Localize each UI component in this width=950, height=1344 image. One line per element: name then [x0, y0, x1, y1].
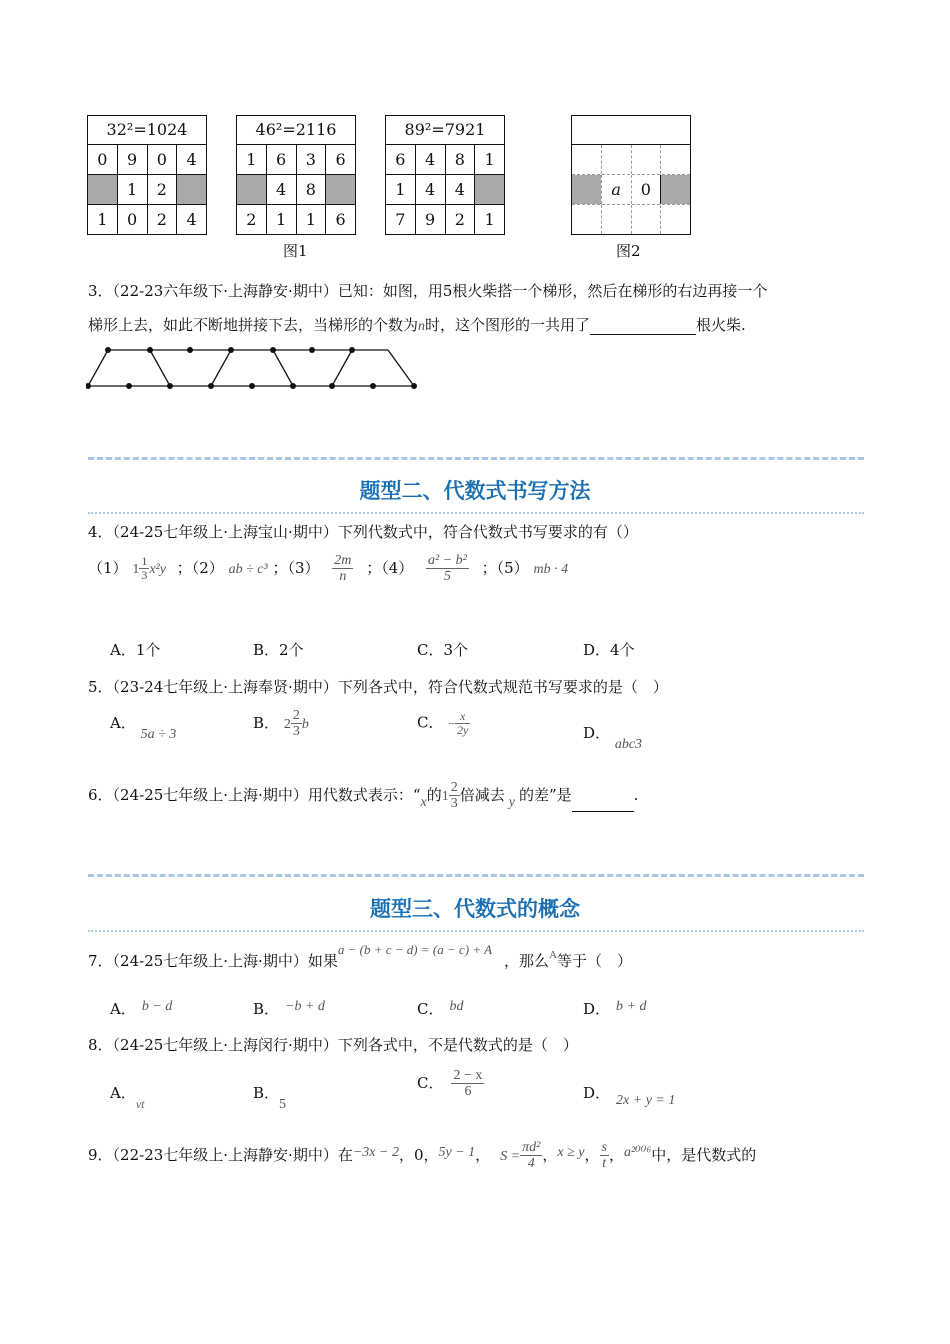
question-text: 下列各式中，不是代数式的是（ ） — [337, 1036, 578, 1054]
grid-cell: 6 — [266, 145, 296, 174]
expression: −3x − 2 — [352, 1144, 399, 1160]
question-text: 用代数式表示：“ — [307, 785, 421, 804]
grid-cell-shaded — [474, 175, 504, 204]
option-label: A． — [110, 714, 136, 732]
option-label: B． — [253, 1084, 280, 1102]
option-a[interactable]: A．1个 — [110, 641, 161, 659]
mixed-whole: 1 — [132, 561, 140, 577]
question-text: 时，这个图形的一共用了 — [425, 316, 591, 334]
expression: bd — [449, 999, 464, 1014]
grid-cell: 1 — [246, 150, 257, 169]
section-divider-top — [88, 874, 864, 877]
option-b[interactable] — [253, 708, 309, 740]
item-label: ；（3） — [272, 558, 320, 577]
fraction-numerator: 2 − x — [453, 1068, 483, 1083]
item-label: （1） — [88, 558, 128, 577]
figure-caption-1: 图1 — [283, 242, 308, 260]
option-c[interactable] — [417, 1068, 484, 1100]
question-5 — [88, 676, 668, 697]
fraction-denominator: t — [602, 1156, 607, 1172]
question-source: （24-25七年级上·上海·期中） — [112, 952, 308, 970]
grid-header — [572, 116, 690, 145]
grid-cell: 7 — [395, 210, 406, 229]
fraction — [451, 1068, 484, 1100]
grid-cell: 8 — [445, 145, 475, 174]
expression: vt — [135, 1097, 145, 1111]
fraction-denominator: 6 — [464, 1084, 472, 1100]
square-grid-figure-2 — [571, 115, 691, 235]
fraction-numerator: s — [601, 1140, 607, 1155]
expression: abc3 — [614, 737, 643, 752]
separator: ，0， — [398, 1145, 439, 1164]
grid-cell: 4 — [445, 175, 475, 204]
question-text: 下列代数式中，符合代数式书写要求的有（） — [337, 523, 638, 541]
grid-cell: 6 — [325, 205, 355, 234]
grid-cell — [601, 205, 631, 234]
expression: a²⁰⁰⁶ — [623, 1144, 652, 1160]
question-text: 的差”是 — [518, 785, 572, 804]
item-label: ；（4） — [366, 558, 414, 577]
option-b[interactable] — [253, 1082, 287, 1112]
trapezoid-matchstick-figure — [86, 344, 420, 392]
option-label: C． — [417, 1073, 444, 1092]
grid-header: 89²=7921 — [386, 116, 504, 145]
question-text: 下列各式中，符合代数式规范书写要求的是（ ） — [337, 678, 668, 696]
section-divider-bottom — [88, 512, 864, 514]
separator: ， — [608, 1145, 624, 1164]
fraction-numerator: πd² — [522, 1140, 541, 1155]
grid-cell-shaded — [325, 175, 355, 204]
question-number: 6． — [88, 785, 113, 804]
grid-cell-shaded — [660, 175, 690, 204]
grid-cell: 2 — [147, 175, 177, 204]
question-8 — [88, 1034, 578, 1055]
question-number: 8． — [88, 1036, 113, 1054]
minus-sign: − — [448, 716, 456, 731]
grid-cell — [631, 145, 661, 174]
square-grid-figure-1c — [385, 115, 505, 235]
fraction-numerator: 1 — [141, 554, 148, 569]
option-d[interactable] — [583, 998, 646, 1019]
grid-cell — [660, 145, 690, 174]
option-label: C． — [417, 1000, 444, 1018]
expression: mb · 4 — [533, 561, 569, 577]
question-source: （22-23七年级上·上海静安·期中） — [112, 1145, 338, 1164]
question-text: 中，是代数式的 — [651, 1145, 757, 1164]
expression: 5 — [279, 1097, 287, 1112]
grid-cell: 4 — [266, 175, 296, 204]
option-label: B． — [253, 1000, 280, 1018]
question-9 — [88, 1140, 756, 1172]
grid-header: 32²=1024 — [88, 116, 206, 145]
grid-cell: 0 — [97, 150, 108, 169]
option-label: D． — [583, 1084, 611, 1102]
option-c[interactable]: C．3个 — [417, 641, 469, 659]
grid-cell-shaded — [572, 175, 601, 204]
grid-cell: 1 — [474, 205, 504, 234]
fraction-denominator: 5 — [443, 569, 451, 585]
grid-cell: 0 — [631, 175, 661, 204]
fraction — [455, 710, 470, 737]
item-label: ；（5） — [481, 558, 529, 577]
grid-cell: 1 — [117, 175, 147, 204]
variable: b — [301, 716, 309, 732]
expression: x²y — [149, 561, 166, 577]
grid-cell — [601, 145, 631, 174]
fraction — [449, 780, 460, 812]
grid-cell: 3 — [296, 145, 326, 174]
question-text: 如果 — [307, 952, 338, 970]
question-number: 3． — [88, 282, 113, 300]
answer-blank[interactable] — [590, 316, 696, 335]
option-label: B． — [253, 713, 280, 732]
grid-cell — [631, 205, 661, 234]
grid-cell: 1 — [474, 145, 504, 174]
option-b[interactable] — [253, 998, 325, 1019]
grid-cell: 1 — [296, 205, 326, 234]
grid-cell: 2 — [246, 210, 257, 229]
question-text: 的 — [426, 785, 442, 804]
question-number: 9． — [88, 1145, 113, 1164]
option-label: A． — [110, 1000, 136, 1018]
separator: ， — [584, 1145, 600, 1164]
square-grid-figure-1b — [236, 115, 356, 235]
grid-cell: 1 — [395, 180, 406, 199]
fraction — [520, 1140, 542, 1172]
fraction — [426, 553, 469, 585]
separator: ， — [542, 1145, 558, 1164]
question-text: 梯形上去，如此不断地拼接下去，当梯形的个数为 — [88, 316, 419, 334]
question-source: （24-25七年级上·上海宝山·期中） — [112, 523, 338, 541]
option-d[interactable] — [583, 1082, 676, 1108]
option-a[interactable] — [110, 1082, 145, 1111]
grid-cell: 1 — [97, 210, 108, 229]
option-label: D． — [583, 724, 611, 742]
option-c[interactable] — [417, 710, 470, 737]
grid-header: 46²=2116 — [237, 116, 355, 145]
question-source: （22-23六年级下·上海静安·期中） — [112, 282, 338, 300]
question-text: 已知：如图，用5根火柴搭一个梯形，然后在梯形的右边再接一个 — [337, 282, 768, 300]
question-source: （24-25七年级上·上海闵行·期中） — [112, 1036, 338, 1054]
square-grid-figure-1a — [87, 115, 207, 235]
grid-cell: 0 — [117, 205, 147, 234]
equation: a − (b + c − d) = (a − c) + A — [337, 942, 493, 957]
question-number: 5． — [88, 678, 113, 696]
grid-cell: 8 — [296, 175, 326, 204]
section-divider-bottom — [88, 930, 864, 932]
expression: 5a ÷ 3 — [140, 727, 177, 742]
fraction-denominator: n — [339, 569, 347, 585]
question-text: ，那么 — [504, 952, 550, 970]
section-title-3: 题型三、代数式的概念 — [370, 897, 580, 921]
question-text: 在 — [337, 1145, 353, 1164]
item-label: ；（2） — [176, 558, 224, 577]
grid-cell: 4 — [176, 145, 206, 174]
expression: 2x + y = 1 — [616, 1093, 676, 1108]
option-d[interactable] — [583, 722, 643, 752]
fraction — [139, 555, 149, 582]
grid-cell: 2 — [147, 205, 177, 234]
fraction-denominator: 3 — [292, 724, 300, 740]
question-number: 7． — [88, 952, 113, 970]
grid-cell — [572, 205, 601, 234]
question-text: 根火柴. — [696, 316, 746, 334]
fraction-denominator: 3 — [450, 796, 458, 812]
separator: ， — [475, 1145, 491, 1164]
expression: x ≥ y — [557, 1144, 585, 1160]
figure-caption-2: 图2 — [616, 242, 641, 260]
grid-cell: 9 — [415, 205, 445, 234]
question-6 — [88, 780, 638, 812]
grid-cell — [660, 205, 690, 234]
question-source: （23-24七年级上·上海奉贤·期中） — [112, 678, 338, 696]
question-text: 倍减去 — [459, 785, 505, 804]
option-label: D． — [583, 1000, 611, 1018]
option-a[interactable] — [110, 712, 177, 742]
grid-cell: 4 — [415, 175, 445, 204]
question-number: 4． — [88, 523, 113, 541]
grid-cell-shaded — [88, 175, 117, 204]
mixed-whole: 2 — [283, 716, 291, 732]
question-3-line1 — [88, 280, 767, 301]
question-3-line2 — [88, 314, 746, 335]
grid-cell: 0 — [147, 145, 177, 174]
question-7 — [88, 942, 633, 971]
question-4 — [88, 521, 638, 542]
fraction — [332, 553, 353, 585]
grid-cell: 4 — [415, 145, 445, 174]
expression: b + d — [616, 999, 647, 1014]
option-c[interactable] — [417, 998, 463, 1019]
grid-cell: 6 — [325, 145, 355, 174]
expression: 5y − 1 — [438, 1144, 476, 1160]
variable-n: n — [418, 319, 426, 334]
grid-cell: 2 — [445, 205, 475, 234]
expression: −b + d — [285, 999, 325, 1014]
grid-cell — [572, 145, 601, 174]
variable-A: A — [549, 949, 558, 961]
expression: S = — [500, 1148, 521, 1164]
fraction-numerator: 2m — [334, 553, 352, 568]
fraction-denominator: 3 — [141, 568, 148, 583]
grid-cell: a — [601, 175, 631, 204]
grid-cell: 4 — [176, 205, 206, 234]
variable-y: y — [508, 794, 515, 810]
option-label: C． — [417, 713, 444, 732]
fraction-numerator: x — [455, 710, 470, 724]
fraction — [291, 708, 302, 740]
grid-cell-shaded — [176, 175, 206, 204]
option-label: A． — [110, 1084, 136, 1102]
question-source: （24-25七年级上·上海·期中） — [112, 785, 308, 804]
section-title-2: 题型二、代数式书写方法 — [359, 479, 591, 503]
section-divider-top — [88, 457, 864, 460]
option-a[interactable] — [110, 998, 172, 1019]
fraction-numerator: 2 — [292, 708, 300, 723]
fraction-denominator: 2y — [457, 723, 469, 738]
grid-cell: 9 — [117, 145, 147, 174]
question-4-items — [88, 553, 568, 585]
answer-blank[interactable] — [572, 793, 634, 812]
option-b[interactable]: B．2个 — [253, 641, 304, 659]
option-d[interactable]: D．4个 — [583, 641, 635, 659]
grid-cell: 1 — [266, 205, 296, 234]
fraction — [600, 1140, 609, 1172]
variable-x: x — [420, 794, 427, 810]
expression: b − d — [141, 999, 173, 1014]
question-text: . — [633, 785, 639, 804]
grid-cell: 6 — [395, 150, 406, 169]
expression: ab ÷ c³ — [228, 561, 268, 577]
fraction-denominator: 4 — [527, 1156, 535, 1172]
mixed-whole: 1 — [441, 788, 449, 804]
fraction-numerator: a² − b² — [428, 553, 467, 568]
grid-cell-shaded — [237, 175, 266, 204]
question-text: 等于（ ） — [557, 952, 633, 970]
fraction-numerator: 2 — [450, 780, 458, 795]
